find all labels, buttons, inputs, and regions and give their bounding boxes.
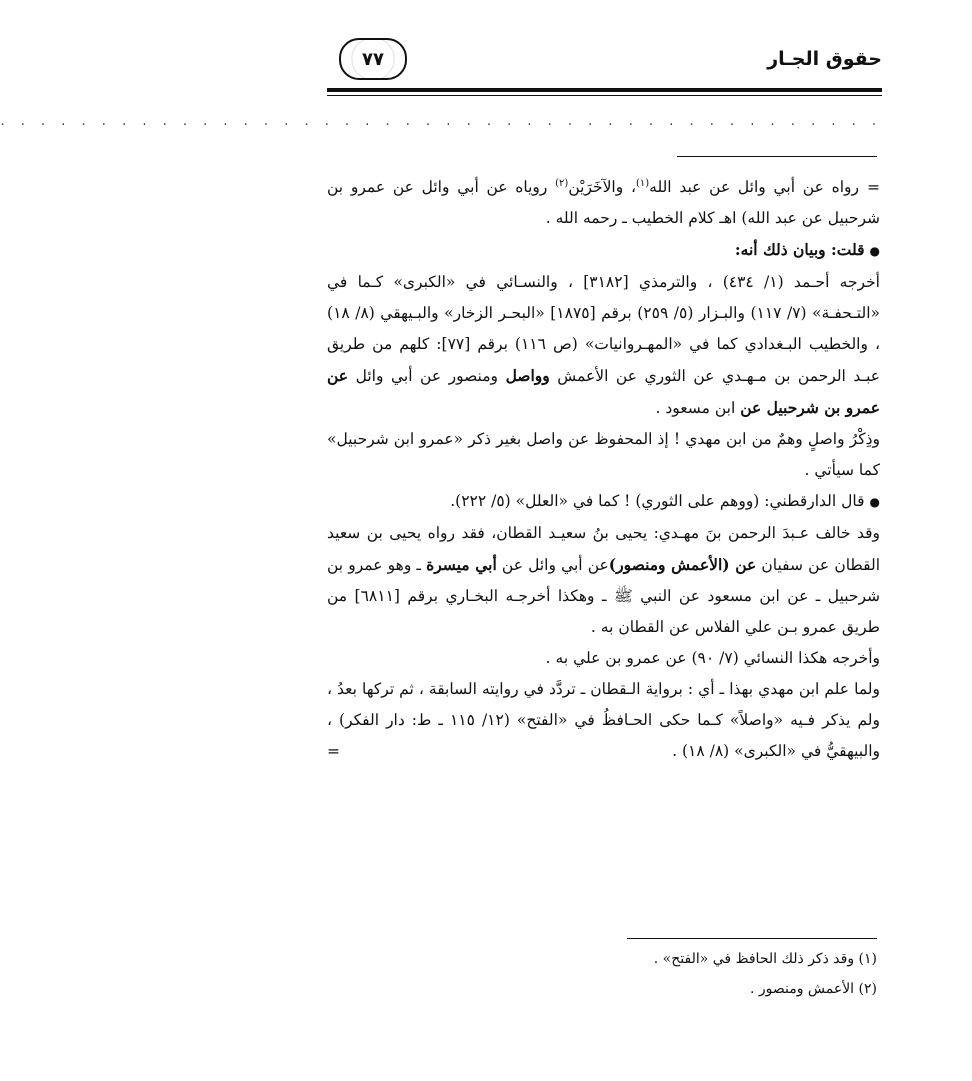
paragraph-5: ●قال الدارقطني: (ووهم على الثوري) ! كما في «العلل» (٥/ ٢٢٢).	[450, 492, 880, 511]
header-rule-thick	[327, 88, 882, 92]
continuation-mark: =	[866, 178, 880, 197]
page-header	[327, 34, 882, 84]
main-text	[327, 168, 880, 767]
footnote-1: (١) وقد ذكر ذلك الحافظ في «الفتح» .	[653, 951, 877, 967]
paragraph-1: =رواه عن أبي وائل عن عبد الله$^{(١)}$، والآخَرَيْن$^{(٢)}$ روياه عن أبي وائل عن عمرو بن شرحبيل عن عبد الله) اهـ كلام الخطيب ـ رحمه الله .	[327, 178, 880, 228]
header-rule-thin	[327, 95, 882, 96]
paragraph-8: ولما علم ابن مهدي بهذا ـ أي : برواية الـقطان ـ تردَّد في روايته السابقة ، ثم تركها بعدُ ، ولم يذكر فـيه «واصلاً» كـما حكى الحـافظُ في «الفتح» (١٢/ ١١٥ ـ ط: دار الفكر) ، والبيهقيُّ في «الكبرى» (٨/ ١٨) . =	[327, 674, 880, 767]
dotted-divider: . . . . . . . . . . . . . . . . . . . . . . . . . . . . . . . . . . . . . . . . . . . .	[0, 114, 882, 129]
paragraph-4: وذِكْرُ واصلٍ وهمٌ من ابن مهدي ! إذ المحفوظ عن واصل بغير ذكر «عمرو ابن شرحبيل» كما سيأتي .	[327, 430, 880, 480]
page-number: ٧٧	[358, 49, 388, 70]
footnote-ref-2[interactable]: (٢)	[555, 178, 569, 189]
paragraph-6: وقد خالف عـبدَ الرحمن بنَ مهـدي: يحيى بنُ سعيـد القطان، فقد رواه يحيى بن سعيد القطان عن سفيان عن (الأعمش ومنصور)عن أبي وائل عن أبي ميسرة ـ وهو عمرو بن شرحبيل ـ عن ابن مسعود عن النبي ﷺ ـ وهكذا أخرجـه البخـاري برقم [٦٨١١] من طريق عمرو بـن علي الفلاس عن القطان به .	[327, 524, 881, 637]
paragraph-2: ●قلت: وبيان ذلك أنه:	[734, 240, 880, 260]
footnote-rule	[627, 938, 877, 939]
continuation-mark-end: =	[327, 742, 340, 761]
running-title: حقوق الجـار	[767, 48, 882, 70]
page-number-badge	[339, 38, 407, 80]
paragraph-3: أخرجه أحـمد (١/ ٤٣٤) ، والترمذي [٣١٨٢] ، والنسـائي في «الكبرى» كـما في «التـحفـة» (٧/ ١١٧) والبـزار (٥/ ٢٥٩) برقم [١٨٧٥] «البحـر الزخار» والبـيهقي (٨/ ١٨) ، والخطيب البـغدادي كما في «المهـروانيات» (ص ١١٦) برقم [٧٧]: كلهم من طريق عبـد الرحمن بن مـهـدي عن الثوري عن الأعمش وواصل ومنصور عن أبي وائل عن عمرو بن شرحبيل عن ابن مسعود .	[327, 273, 880, 418]
footnotes	[327, 944, 877, 1004]
bullet-icon: ●	[869, 495, 880, 510]
bullet-icon: ●	[869, 244, 880, 259]
paragraph-7: وأخرجه هكذا النسائي (٧/ ٩٠) عن عمرو بن علي به .	[545, 649, 880, 668]
short-separator	[677, 156, 877, 157]
footnote-2: (٢) الأعمش ومنصور .	[749, 981, 877, 997]
footnote-ref-1[interactable]: (١)	[635, 178, 650, 189]
